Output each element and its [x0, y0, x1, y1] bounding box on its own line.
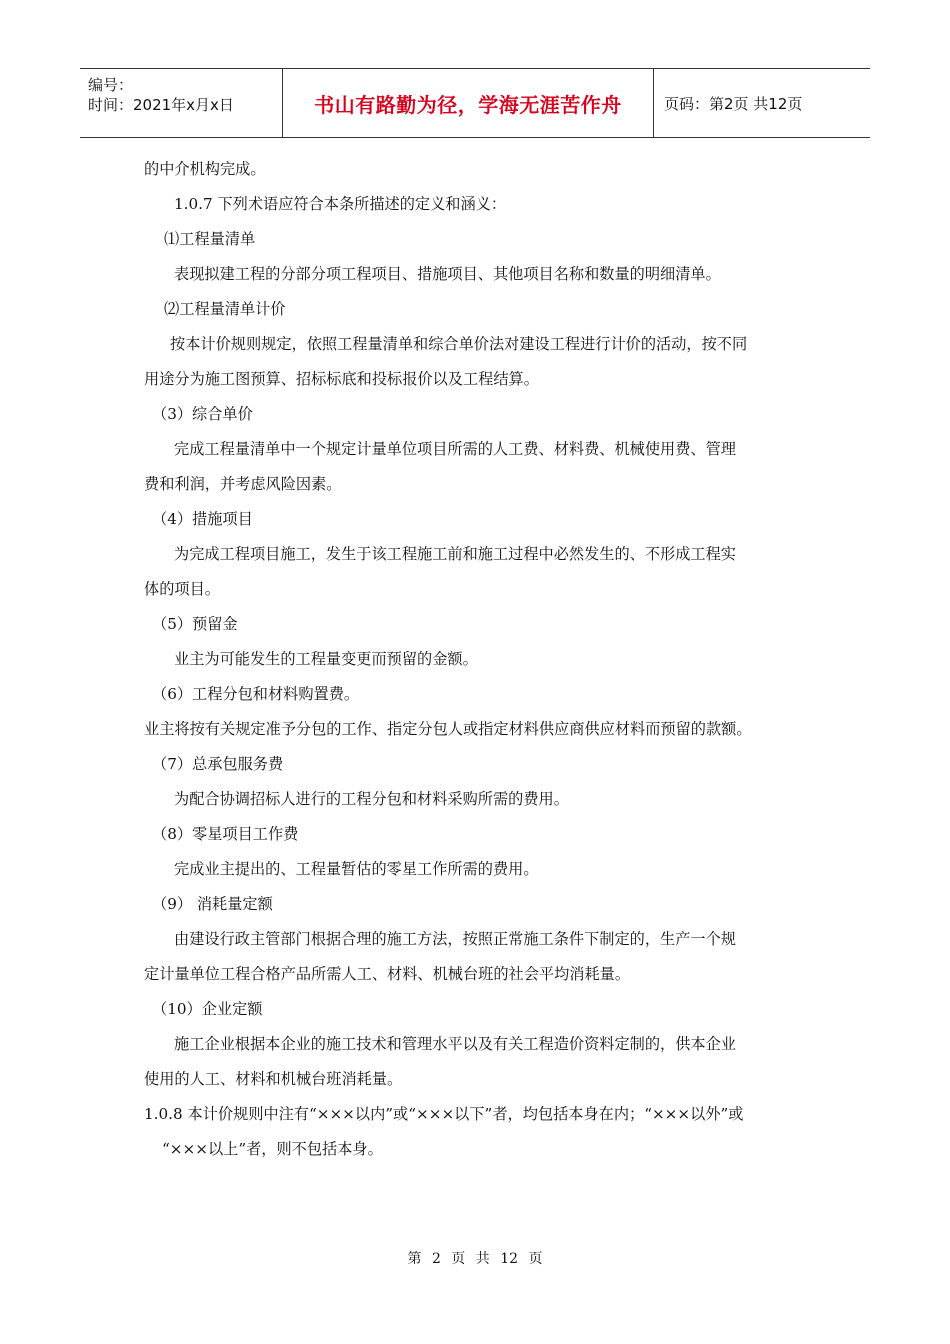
term-definition: 完成工程量清单中一个规定计量单位项目所需的人工费、材料费、机械使用费、管理 [174, 440, 736, 458]
header-motto: 书山有路勤为径，学海无涯苦作舟 [282, 69, 654, 137]
term-definition: 业主为可能发生的工程量变更而预留的金额。 [174, 650, 478, 668]
page-footer: 第 2 页 共 12 页 [407, 1251, 543, 1267]
term-heading: （6）工程分包和材料购置费。 [152, 685, 360, 703]
term-definition: 为完成工程项目施工，发生于该工程施工前和施工过程中必然发生的、不形成工程实 [174, 545, 736, 563]
term-definition: 用途分为施工图预算、招标标底和投标报价以及工程结算。 [144, 370, 539, 388]
term-definition: 施工企业根据本企业的施工技术和管理水平以及有关工程造价资料定制的，供本企业 [174, 1035, 736, 1053]
term-definition: 使用的人工、材料和机械台班消耗量。 [144, 1070, 403, 1088]
document-number-label: 编号： [88, 76, 134, 94]
term-definition: 体的项目。 [144, 580, 220, 598]
body-line: 的中介机构完成。 [144, 160, 266, 178]
term-definition: 为配合协调招标人进行的工程分包和材料采购所需的费用。 [174, 790, 569, 808]
term-heading: （4）措施项目 [152, 510, 253, 528]
term-definition: 业主将按有关规定准予分包的工作、指定分包人或指定材料供应商供应材料而预留的款额。 [144, 720, 752, 738]
term-definition: 定计量单位工程合格产品所需人工、材料、机械台班的社会平均消耗量。 [144, 965, 630, 983]
document-date-label: 时间：2021年x月x日 [88, 96, 234, 114]
page-header [80, 68, 870, 138]
term-heading: （7）总承包服务费 [152, 755, 284, 773]
term-definition: 费和利润，并考虑风险因素。 [144, 475, 342, 493]
header-page-number: 页码：第2页 共12页 [664, 94, 803, 113]
term-heading: （8）零星项目工作费 [152, 825, 299, 843]
header-info [80, 69, 282, 137]
term-heading: （3）综合单价 [152, 405, 253, 423]
term-definition: 表现拟建工程的分部分项工程项目、措施项目、其他项目名称和数量的明细清单。 [174, 265, 721, 283]
term-definition: 由建设行政主管部门根据合理的施工方法，按照正常施工条件下制定的，生产一个规 [174, 930, 736, 948]
term-heading: （5）预留金 [152, 615, 238, 633]
term-definition: 完成业主提出的、工程量暂估的零星工作所需的费用。 [174, 860, 539, 878]
term-definition: 按本计价规则规定，依照工程量清单和综合单价法对建设工程进行计价的活动，按不同 [170, 335, 748, 353]
term-heading: ⑵工程量清单计价 [164, 300, 286, 318]
term-heading: ⑴工程量清单 [164, 230, 256, 248]
term-heading: （9） 消耗量定额 [152, 895, 273, 913]
document-body [144, 152, 810, 1167]
clause-text: “×××以上”者，则不包括本身。 [162, 1140, 383, 1158]
term-heading: （10）企业定额 [152, 1000, 263, 1018]
clause-heading: 1.0.7 下列术语应符合本条所描述的定义和涵义： [174, 195, 507, 213]
clause-text: 1.0.8 本计价规则中注有“×××以内”或“×××以下”者，均包括本身在内；“×××以外”或 [144, 1105, 744, 1123]
